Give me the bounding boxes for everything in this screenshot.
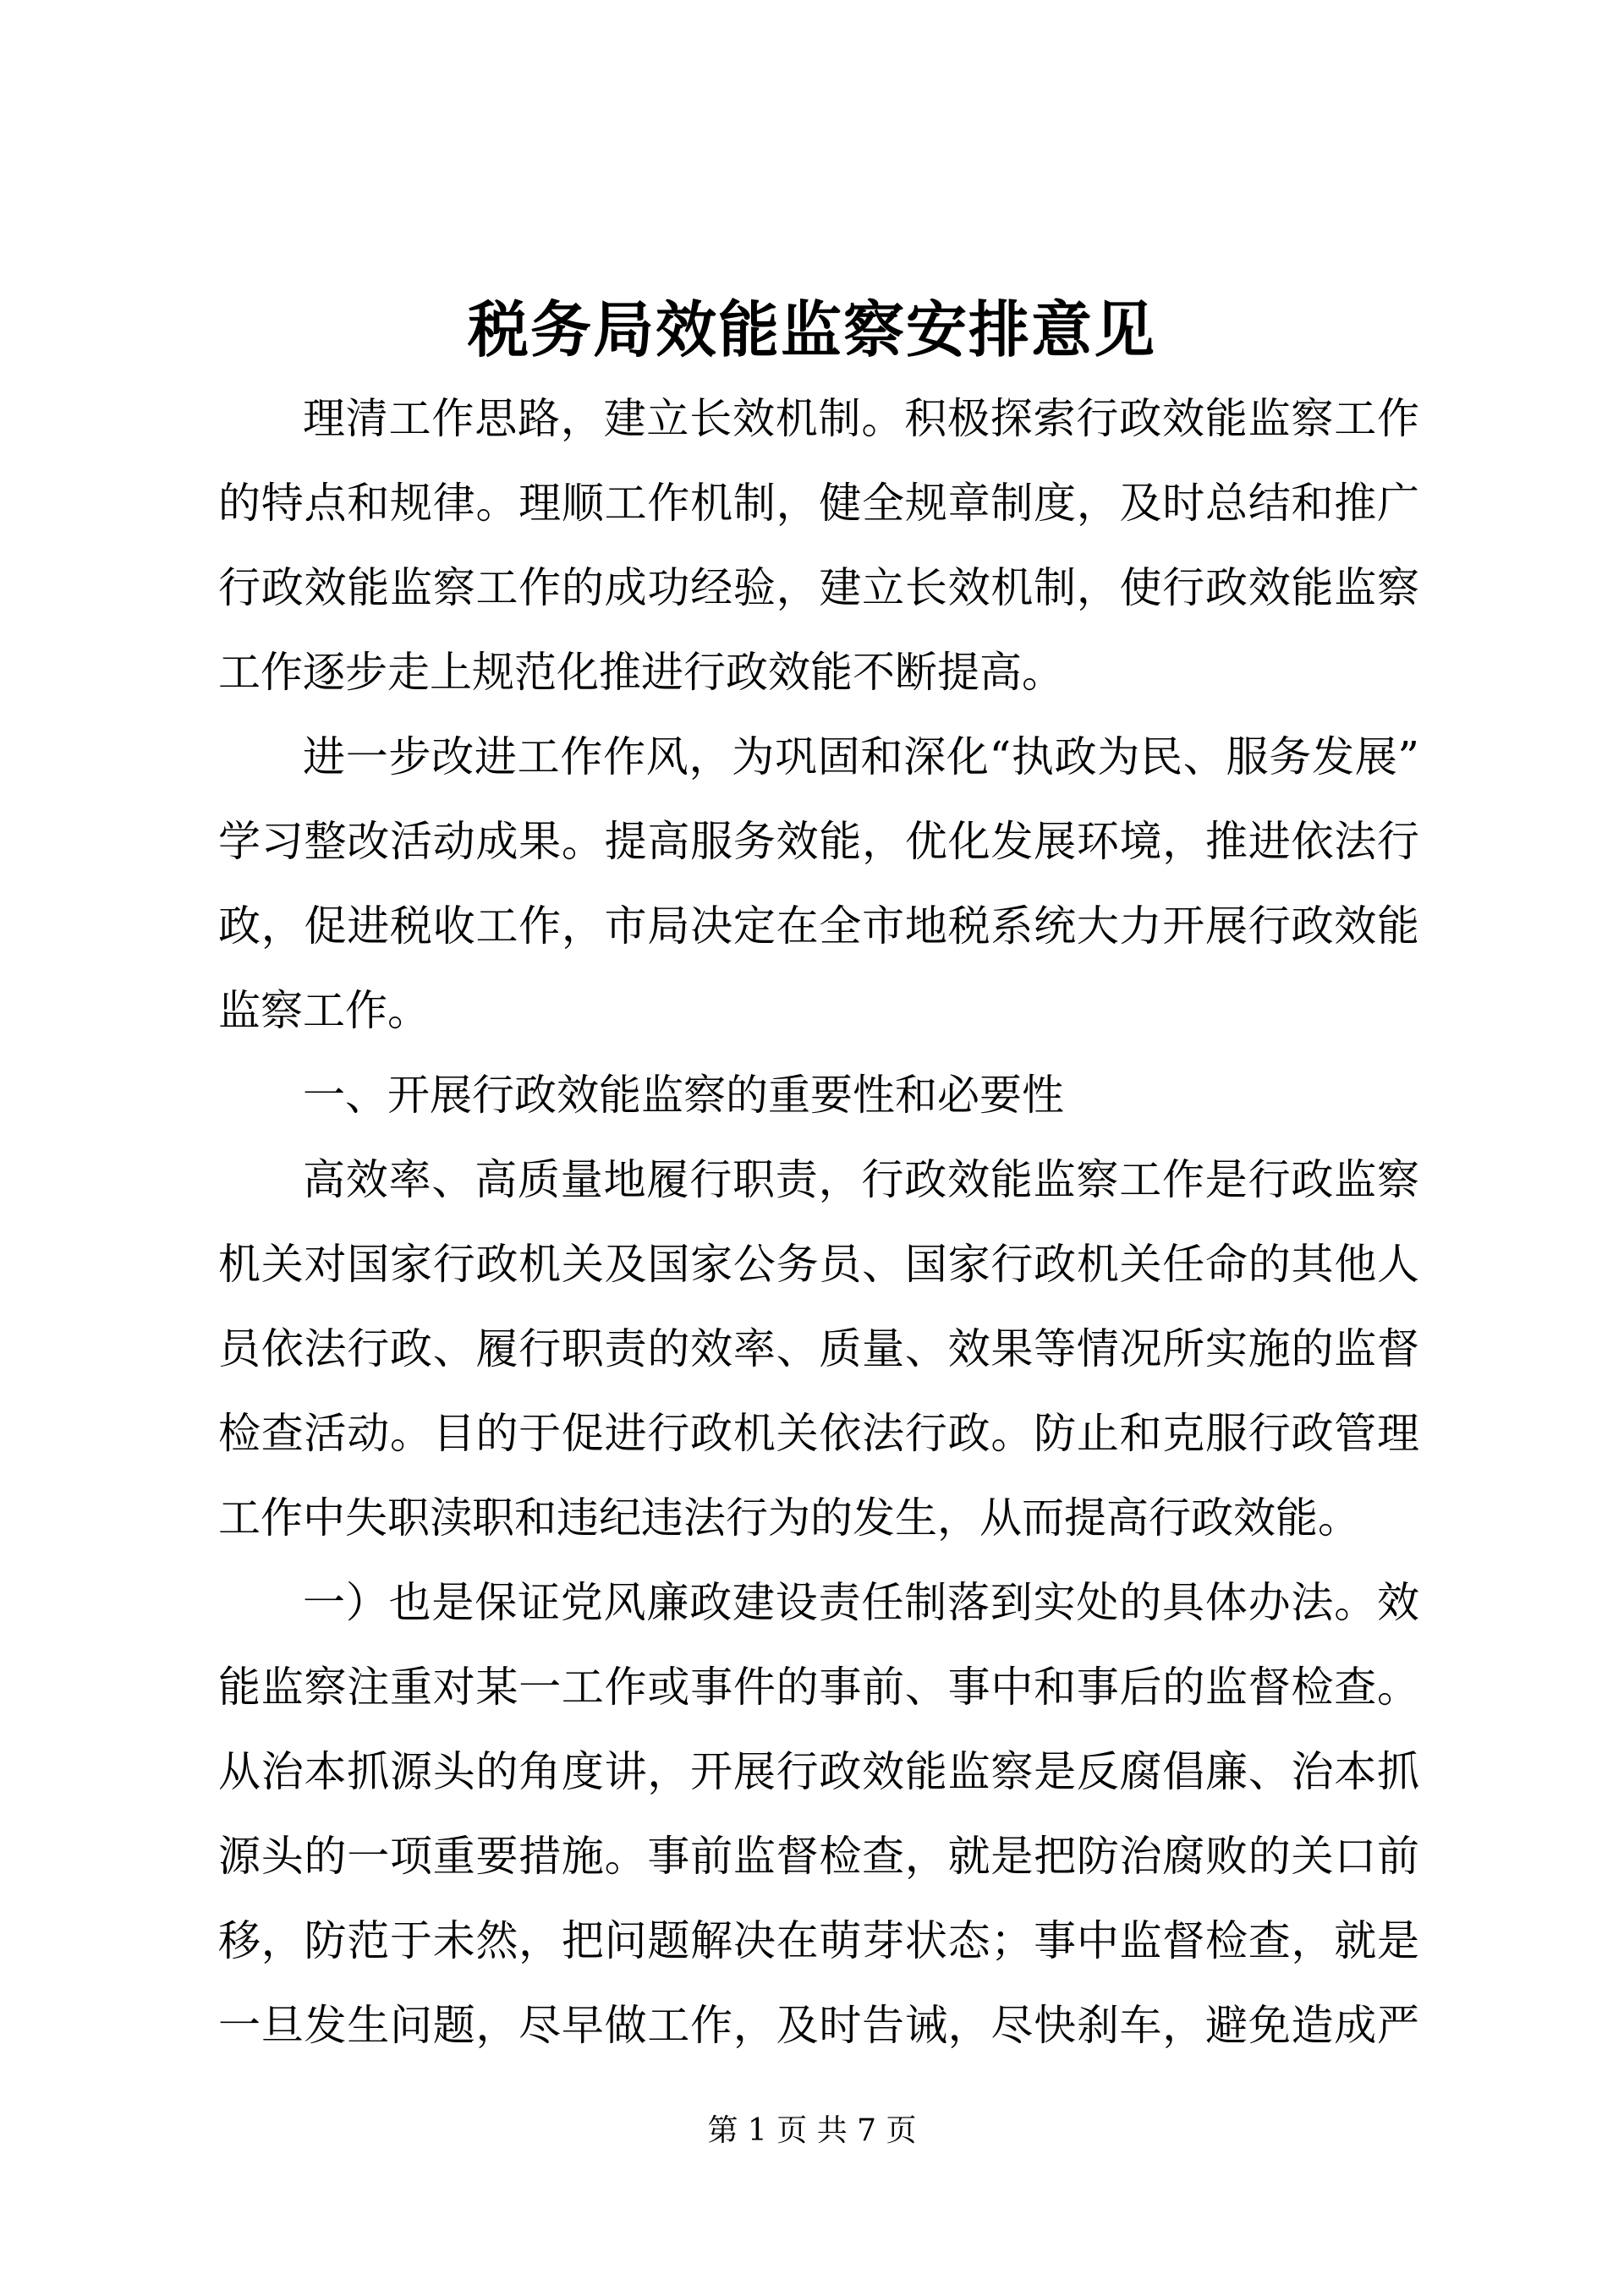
- paragraph-line: 理清工作思路，建立长效机制。积极探索行政效能监察工作: [303, 394, 1419, 443]
- paragraph-line: 能监察注重对某一工作或事件的事前、事中和事后的监督检查。: [218, 1663, 1419, 1712]
- paragraph-line: 机关对国家行政机关及国家公务员、国家行政机关任命的其他人: [218, 1240, 1419, 1289]
- paragraph-line: 从治本抓源头的角度讲，开展行政效能监察是反腐倡廉、治本抓: [218, 1747, 1419, 1796]
- paragraph-line: 进一步改进工作作风，为巩固和深化“执政为民、服务发展”: [303, 732, 1419, 781]
- paragraph-line: 行政效能监察工作的成功经验，建立长效机制，使行政效能监察: [218, 563, 1419, 612]
- paragraph-line: 监察工作。: [218, 986, 430, 1035]
- paragraph-line: 一）也是保证党风廉政建设责任制落到实处的具体办法。效: [303, 1578, 1419, 1627]
- document-title: 税务局效能监察安排意见: [467, 293, 1156, 365]
- paragraph-line: 学习整改活动成果。提高服务效能，优化发展环境，推进依法行: [218, 817, 1419, 866]
- page-footer: 第 1 页 共 7 页: [707, 2113, 917, 2148]
- paragraph-line: 的特点和规律。理顺工作机制，健全规章制度，及时总结和推广: [218, 479, 1419, 528]
- paragraph-line: 政，促进税收工作，市局决定在全市地税系统大力开展行政效能: [218, 901, 1419, 951]
- paragraph-line: 一旦发生问题，尽早做工作，及时告诫，尽快刹车，避免造成严: [218, 2001, 1419, 2050]
- paragraph-line: 高效率、高质量地履行职责，行政效能监察工作是行政监察: [303, 1155, 1419, 1204]
- paragraph-line: 工作中失职渎职和违纪违法行为的发生，从而提高行政效能。: [218, 1493, 1360, 1543]
- section-heading: 一、开展行政效能监察的重要性和必要性: [303, 1071, 1064, 1120]
- paragraph-line: 工作逐步走上规范化推进行政效能不断提高。: [218, 648, 1064, 697]
- paragraph-line: 移，防范于未然，把问题解决在萌芽状态；事中监督检查，就是: [218, 1916, 1419, 1965]
- paragraph-line: 源头的一项重要措施。事前监督检查，就是把防治腐败的关口前: [218, 1832, 1419, 1881]
- paragraph-line: 员依法行政、履行职责的效率、质量、效果等情况所实施的监督: [218, 1324, 1419, 1373]
- document-body: [218, 376, 1419, 2068]
- paragraph-line: 检查活动。目的于促进行政机关依法行政。防止和克服行政管理: [218, 1409, 1419, 1458]
